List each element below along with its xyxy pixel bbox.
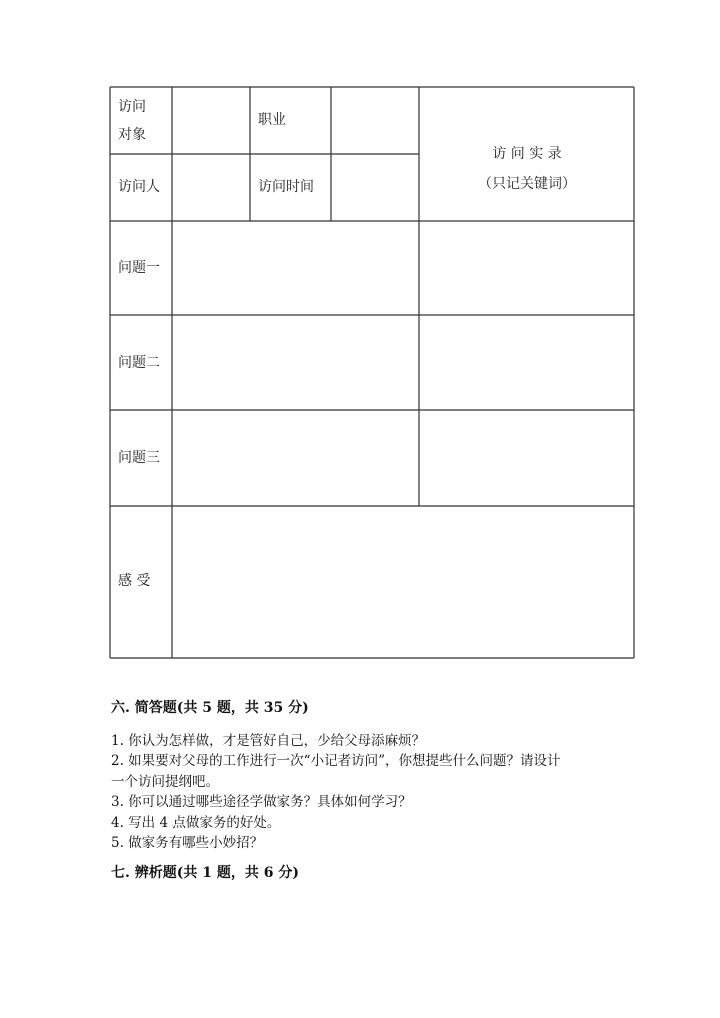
occupation-label: 职业 xyxy=(258,112,286,128)
question-one-label: 问题一 xyxy=(118,260,160,276)
question-item: 4. 写出 4 点做家务的好处。 xyxy=(111,814,281,831)
interviewee-label: 访问 对象 xyxy=(118,99,146,143)
question-item: 5. 做家务有哪些小妙招？ xyxy=(111,835,264,852)
record-title: 访 问 实 录 xyxy=(492,146,562,162)
question-item: 1. 你认为怎样做，才是管好自己，少给父母添麻烦？ xyxy=(111,733,426,749)
interviewer-label: 访问人 xyxy=(118,179,160,195)
section-6-title: 六. 简答题(共 5 题，共 35 分) xyxy=(111,700,309,716)
section-7-title: 七. 辨析题(共 1 题，共 6 分) xyxy=(111,865,299,881)
feeling-label: 感 受 xyxy=(118,573,151,589)
question-item: 2. 如果要对父母的工作进行一次“小记者访问”，你想提些什么问题？请设计 一个访问提纲吧。 xyxy=(111,753,561,790)
record-note: （只记关键词） xyxy=(478,176,576,192)
interview-time-label: 访问时间 xyxy=(258,179,314,195)
question-two-label: 问题二 xyxy=(118,355,160,371)
question-item: 3. 你可以通过哪些途径学做家务？具体如何学习？ xyxy=(111,794,412,811)
question-three-label: 问题三 xyxy=(118,450,160,466)
section-6-question-list xyxy=(111,731,560,853)
